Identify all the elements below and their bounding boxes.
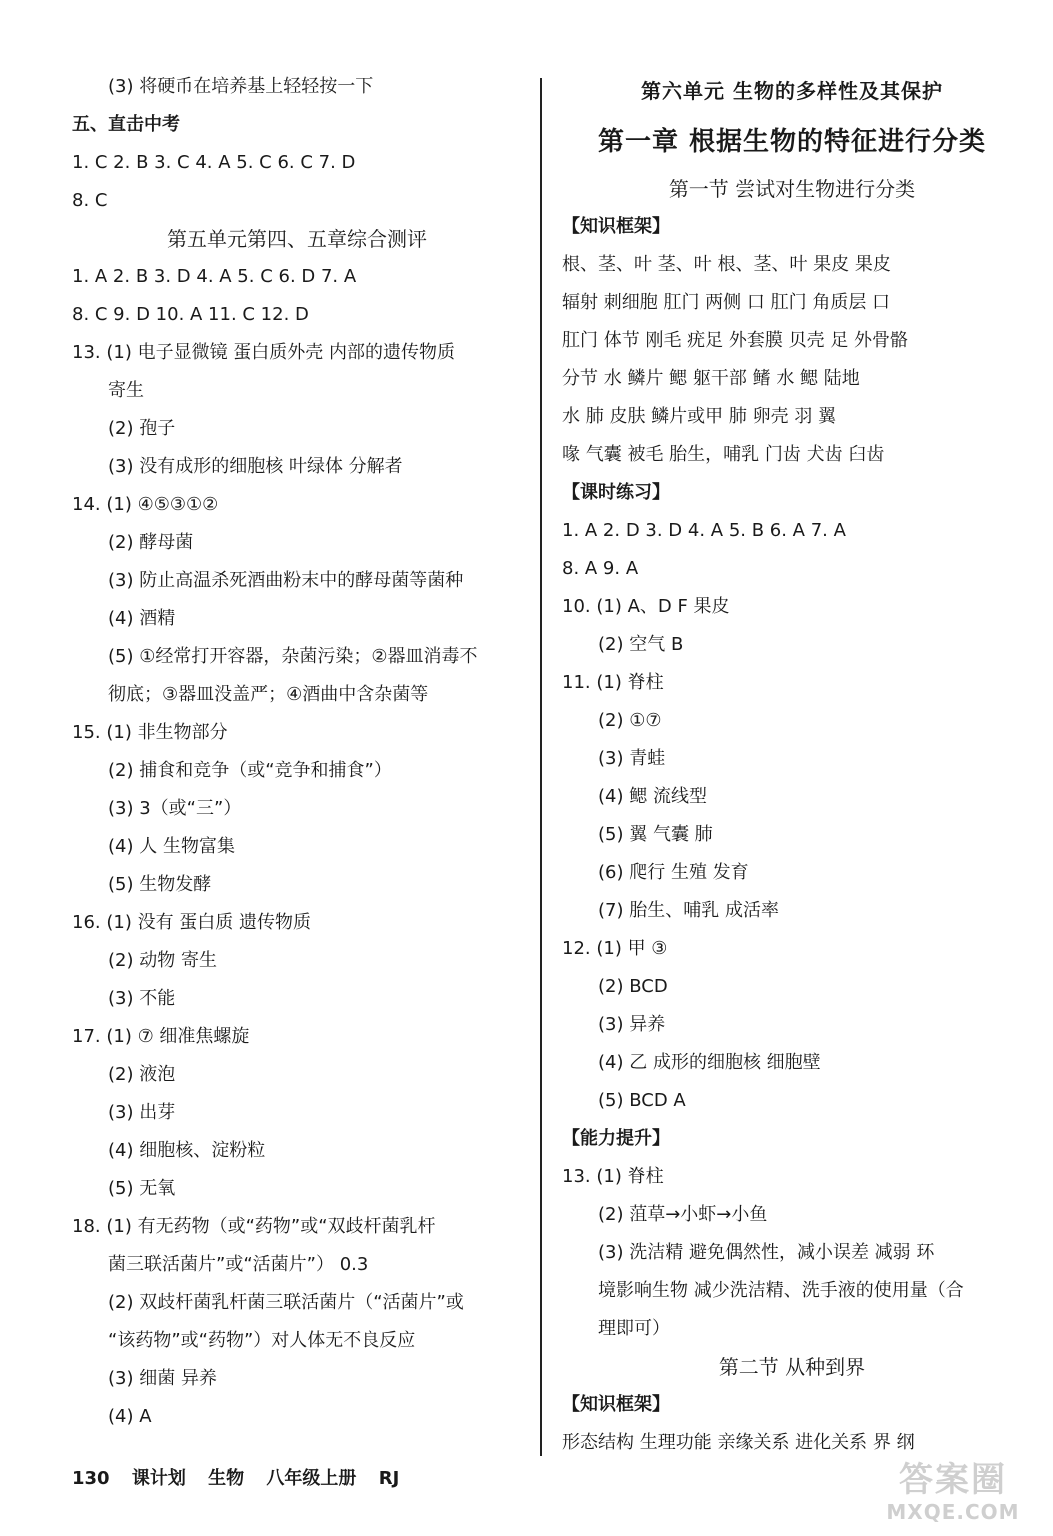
book-subject: 生物 [208, 1468, 245, 1489]
left-column [72, 68, 522, 1436]
right-line: 理即可） [598, 1318, 670, 1339]
left-line: (2) 双歧杆菌乳杆菌三联活菌片（“活菌片”或 [108, 1292, 464, 1313]
right-line: 8. A 9. A [562, 558, 639, 579]
left-line: 13. (1) 电子显微镜 蛋白质外壳 内部的遗传物质 [72, 342, 456, 363]
right-line: (3) 洗洁精 避免偶然性，减小误差 减弱 环 [598, 1242, 935, 1263]
left-line: 彻底；③器皿没盖严；④酒曲中含杂菌等 [108, 684, 429, 705]
left-line: (4) 人 生物富集 [108, 836, 235, 857]
watermark-logo [868, 1460, 1038, 1530]
left-line: (2) 捕食和竞争（或“竞争和捕食”） [108, 760, 392, 781]
right-section-label: 【课时练习】 [562, 482, 670, 503]
book-edition: RJ [378, 1468, 400, 1489]
right-line: (4) 乙 成形的细胞核 细胞壁 [598, 1052, 821, 1073]
left-line: (5) ①经常打开容器，杂菌污染；②器皿消毒不 [108, 646, 478, 667]
left-line: (3) 细菌 异养 [108, 1368, 217, 1389]
page-number: 130 [72, 1468, 110, 1489]
left-line: (4) 酒精 [108, 608, 176, 629]
left-line: (3) 出芽 [108, 1102, 176, 1123]
left-line: (2) 动物 寄生 [108, 950, 217, 971]
left-line: (3) 没有成形的细胞核 叶绿体 分解者 [108, 456, 403, 477]
right-heading: 第六单元 生物的多样性及其保护 [641, 79, 943, 103]
left-line: 14. (1) ④⑤③①② [72, 494, 219, 515]
right-line: 13. (1) 脊柱 [562, 1166, 664, 1187]
right-line: (2) BCD [598, 976, 668, 997]
left-line: 菌三联活菌片”或“活菌片”） 0.3 [108, 1254, 369, 1275]
right-line: (2) 菹草→小虾→小鱼 [598, 1204, 768, 1225]
right-line: 分节 水 鳞片 鳃 躯干部 鳍 水 鳃 陆地 [562, 368, 860, 389]
left-line: (4) A [108, 1406, 152, 1427]
right-heading: 第二节 从种到界 [718, 1355, 866, 1379]
right-line: (2) ①⑦ [598, 710, 662, 731]
left-line: (2) 酵母菌 [108, 532, 194, 553]
left-line: 8. C 9. D 10. A 11. C 12. D [72, 304, 309, 325]
watermark-url: MXQE.COM [886, 1500, 1020, 1524]
right-line: 肛门 体节 刚毛 疣足 外套膜 贝壳 足 外骨骼 [562, 330, 909, 351]
left-line: (2) 液泡 [108, 1064, 176, 1085]
right-line: 12. (1) 甲 ③ [562, 938, 668, 959]
right-line: (7) 胎生、哺乳 成活率 [598, 900, 779, 921]
left-line: 1. A 2. B 3. D 4. A 5. C 6. D 7. A [72, 266, 357, 287]
left-line: 1. C 2. B 3. C 4. A 5. C 6. C 7. D [72, 152, 356, 173]
right-line: (3) 青蛙 [598, 748, 666, 769]
right-section-label: 【知识框架】 [562, 1394, 670, 1415]
right-line: (3) 异养 [598, 1014, 666, 1035]
page-footer [72, 1462, 415, 1496]
column-divider [540, 78, 542, 1456]
left-line: 17. (1) ⑦ 细准焦螺旋 [72, 1026, 250, 1047]
right-line: (4) 鳃 流线型 [598, 786, 707, 807]
right-line: 境影响生物 减少洗洁精、洗手液的使用量（合 [598, 1280, 964, 1301]
right-line: 水 肺 皮肤 鳞片或甲 肺 卵壳 羽 翼 [562, 406, 837, 427]
watermark-text: 答案圈 [899, 1460, 1007, 1500]
left-line: (3) 将硬币在培养基上轻轻按一下 [108, 76, 374, 97]
right-section-label: 【能力提升】 [562, 1128, 670, 1149]
left-line: (3) 不能 [108, 988, 176, 1009]
left-line: 寄生 [108, 380, 144, 401]
right-line: (5) 翼 气囊 肺 [598, 824, 713, 845]
right-column [562, 68, 1022, 1462]
left-line: (5) 无氧 [108, 1178, 176, 1199]
right-line: (5) BCD A [598, 1090, 686, 1111]
left-line: (3) 3（或“三”） [108, 798, 242, 819]
right-section-label: 【知识框架】 [562, 216, 670, 237]
left-line: 8. C [72, 190, 108, 211]
book-grade: 八年级上册 [266, 1468, 357, 1489]
right-line: (2) 空气 B [598, 634, 684, 655]
right-line: 辐射 刺细胞 肛门 两侧 口 肛门 角质层 口 [562, 292, 891, 313]
left-line: “该药物”或“药物”）对人体无不良反应 [108, 1330, 416, 1351]
left-line: 18. (1) 有无药物（或“药物”或“双歧杆菌乳杆 [72, 1216, 436, 1237]
right-line: 形态结构 生理功能 亲缘关系 进化关系 界 纲 [562, 1432, 915, 1453]
left-line: (2) 孢子 [108, 418, 176, 439]
left-heading: 第五单元第四、五章综合测评 [167, 227, 427, 251]
right-line: 1. A 2. D 3. D 4. A 5. B 6. A 7. A [562, 520, 846, 541]
right-heading: 第一章 根据生物的特征进行分类 [597, 127, 987, 157]
left-line: (4) 细胞核、淀粉粒 [108, 1140, 266, 1161]
left-line: (5) 生物发酵 [108, 874, 212, 895]
right-heading: 第一节 尝试对生物进行分类 [668, 177, 916, 201]
right-line: 根、茎、叶 茎、叶 根、茎、叶 果皮 果皮 [562, 254, 891, 275]
left-line: 16. (1) 没有 蛋白质 遗传物质 [72, 912, 312, 933]
left-section-label: 五、直击中考 [72, 114, 180, 135]
right-line: (6) 爬行 生殖 发育 [598, 862, 749, 883]
book-series: 课计划 [131, 1468, 186, 1489]
right-line: 10. (1) A、D F 果皮 [562, 596, 730, 617]
left-line: (3) 防止高温杀死酒曲粉末中的酵母菌等菌种 [108, 570, 464, 591]
right-line: 喙 气囊 被毛 胎生，哺乳 门齿 犬齿 臼齿 [562, 444, 885, 465]
right-line: 11. (1) 脊柱 [562, 672, 664, 693]
left-line: 15. (1) 非生物部分 [72, 722, 228, 743]
